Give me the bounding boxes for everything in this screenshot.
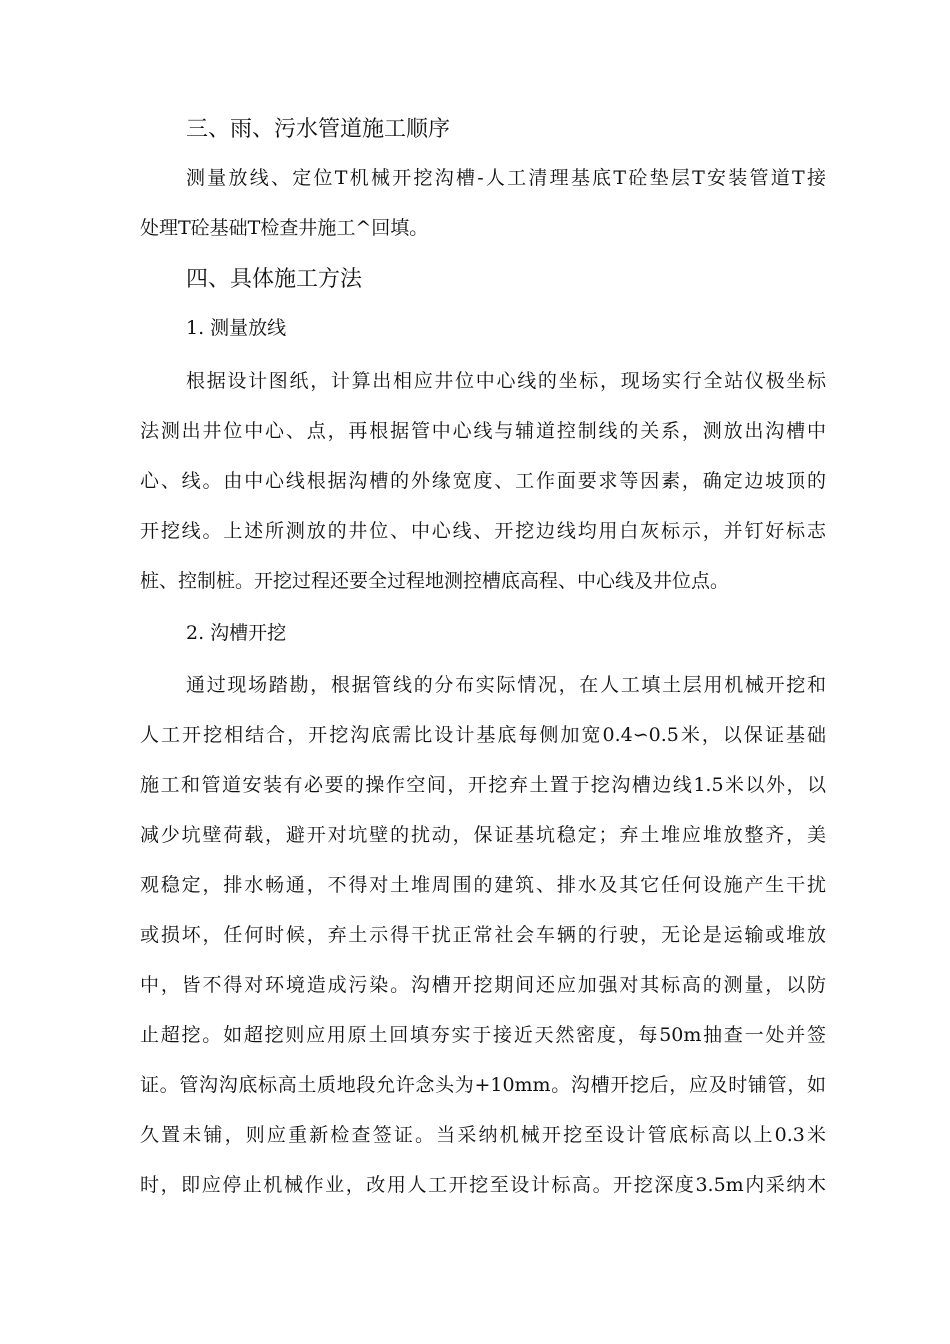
paragraph-line: 施工和管道安装有必要的操作空间，开挖弃土置于挖沟槽边线1.5米以外，以 bbox=[140, 774, 826, 796]
paragraph-line: 通过现场踏勘，根据管线的分布实际情况，在人工填土层用机械开挖和 bbox=[186, 674, 826, 696]
paragraph-line: 止超挖。如超挖则应用原土回填夯实于接近天然密度，每50m抽查一处并签 bbox=[140, 1024, 826, 1046]
paragraph-line: 证。管沟沟底标高土质地段允许念头为+10mm。沟槽开挖后，应及时铺管，如 bbox=[140, 1074, 826, 1096]
paragraph-line: 法测出井位中心、点，再根据管中心线与辅道控制线的关系，测放出沟槽中 bbox=[140, 420, 826, 442]
section-3-heading: 三、雨、污水管道施工顺序 bbox=[186, 117, 451, 142]
paragraph-line: 测量放线、定位T机械开挖沟槽-人工清理基底T砼垫层T安装管道T接 bbox=[186, 167, 826, 189]
paragraph-line: 桩、控制桩。开挖过程还要全过程地测控槽底高程、中心线及井位点。 bbox=[140, 570, 730, 592]
paragraph-line: 心、线。由中心线根据沟槽的外缘宽度、工作面要求等因素，确定边坡顶的 bbox=[140, 470, 826, 492]
paragraph-line: 减少坑壁荷载，避开对坑壁的扰动，保证基坑稳定；弃土堆应堆放整齐，美 bbox=[140, 824, 826, 846]
paragraph-line: 根据设计图纸，计算出相应井位中心线的坐标，现场实行全站仪极坐标 bbox=[186, 370, 826, 392]
paragraph-line: 久置未铺，则应重新检查签证。当采纳机械开挖至设计管底标高以上0.3米 bbox=[140, 1124, 826, 1146]
paragraph-line: 中，皆不得对环境造成污染。沟槽开挖期间还应加强对其标高的测量，以防 bbox=[140, 974, 826, 996]
paragraph-line: 观稳定，排水畅通，不得对土堆周围的建筑、排水及其它任何设施产生干扰 bbox=[140, 874, 826, 896]
paragraph-line: 时，即应停止机械作业，改用人工开挖至设计标高。开挖深度3.5m内采纳木 bbox=[140, 1174, 826, 1196]
paragraph-line: 或损坏，任何时候，弃土示得干扰正常社会车辆的行驶，无论是运输或堆放 bbox=[140, 924, 826, 946]
paragraph-line: 人工开挖相结合，开挖沟底需比设计基底每侧加宽0.4∽0.5米，以保证基础 bbox=[140, 724, 826, 746]
section-4-heading: 四、具体施工方法 bbox=[186, 267, 363, 292]
paragraph-line: 开挖线。上述所测放的井位、中心线、开挖边线均用白灰标示，并钉好标志 bbox=[140, 520, 826, 542]
subsection-1-heading: 1. 测量放线 bbox=[186, 317, 287, 339]
paragraph-line: 处理T砼基础T检查井施工^回填。 bbox=[140, 217, 429, 239]
subsection-2-heading: 2. 沟槽开挖 bbox=[186, 622, 287, 644]
